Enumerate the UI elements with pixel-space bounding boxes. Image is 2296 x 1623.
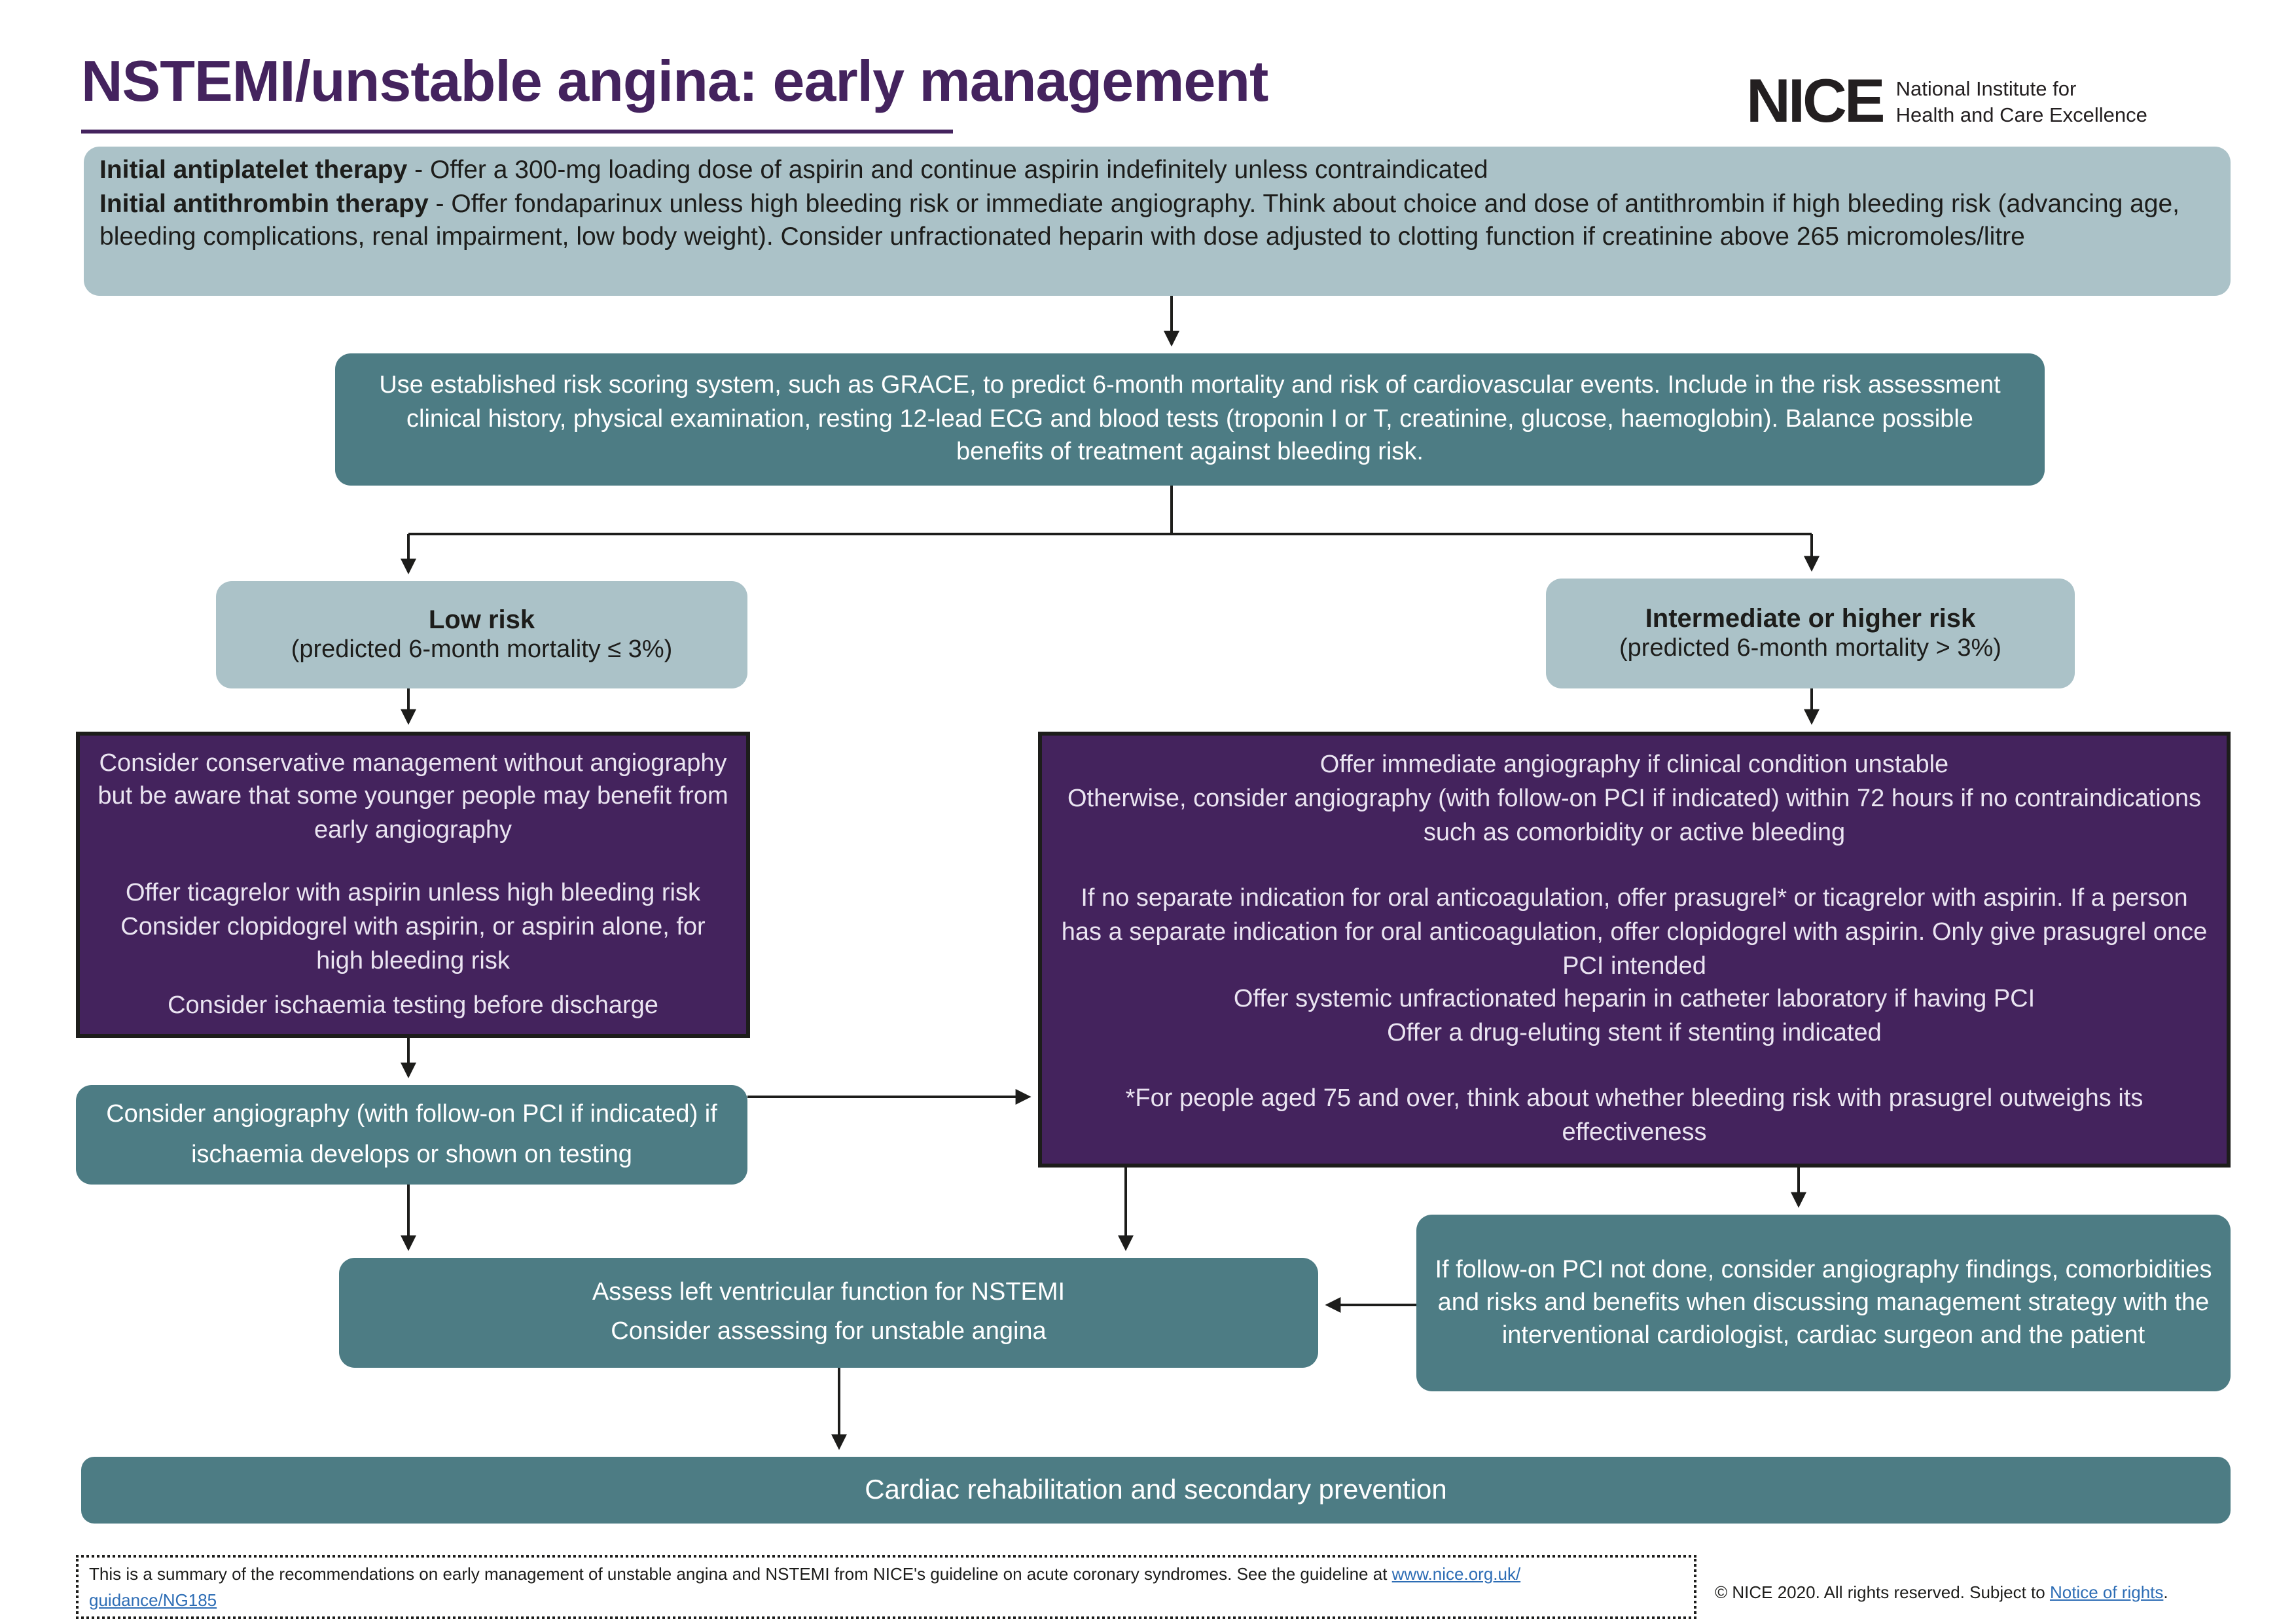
antiplatelet-line: Initial antiplatelet therapy - Offer a 300-mg loading dose of aspirin and continue aspirin indefinitely unless contraindicated [99, 156, 1488, 185]
assess-line1: Assess left ventricular function for NSTEMI [592, 1279, 1066, 1306]
footer-copyright [1715, 1582, 2168, 1602]
risk-assessment-text: Use established risk scoring system, such as GRACE, to predict 6-month mortality and risk of cardiovascular events. Include in the risk assessment clinical history, physical examination, resting 12-lead ECG and blood tests (troponin I or T, creatinine, glucose, haemoglobin). Balance possible benefits of treatment against bleeding risk. [379, 372, 2001, 467]
notice-of-rights-link[interactable]: Notice of rights [2049, 1582, 2164, 1602]
consider-angiography-box [76, 1085, 747, 1185]
nice-tagline-line2: Health and Care Excellence [1895, 104, 2147, 127]
nice-logo [1746, 65, 2147, 135]
intermediate-risk-management-box [1038, 732, 2231, 1168]
initial-therapy-box [84, 147, 2231, 296]
intermediate-line3: Offer systemic unfractionated heparin in catheter laboratory if having PCI [1233, 986, 2036, 1014]
low-risk-title: Low risk [428, 605, 535, 634]
low-risk-management-box [76, 732, 750, 1038]
low-risk-line2: Consider clopidogrel with aspirin, or aspirin alone, for high bleeding risk [120, 913, 706, 975]
footer-summary-text: This is a summary of the recommendations on early management of unstable angina and NSTEMI from NICE's guideline on acute coronary syndromes. See the guideline at [89, 1564, 1392, 1584]
risk-assessment-box [335, 353, 2045, 486]
low-risk-header-box [216, 581, 747, 688]
nice-guideline-link-part2[interactable]: guidance/NG185 [89, 1590, 217, 1609]
assess-line2: Consider assessing for unstable angina [611, 1318, 1047, 1346]
consider-angiography-text: Consider angiography (with follow-on PCI if indicated) if ischaemia develops or shown on testing [106, 1100, 717, 1169]
nice-guideline-link-part1[interactable]: www.nice.org.uk/ [1391, 1564, 1521, 1584]
low-risk-line1: Offer ticagrelor with aspirin unless high bleeding risk [126, 880, 700, 908]
pci-not-done-text: If follow-on PCI not done, consider angiography findings, comorbidities and risks and benefits when discussing management strategy with the interventional cardiologist, cardiac surgeon and the patient [1435, 1256, 2212, 1350]
title-underline [81, 130, 953, 134]
intermediate-line4: Offer a drug-eluting stent if stenting indicated [1387, 1020, 1882, 1048]
intermediate-footnote: *For people aged 75 and over, think about whether bleeding risk with prasugrel outweighs its effectiveness [1125, 1084, 2144, 1147]
connector-risk-split [408, 486, 1812, 534]
cardiac-rehab-bar [81, 1457, 2231, 1524]
intermediate-risk-title: Intermediate or higher risk [1645, 604, 1976, 633]
low-risk-line3: Consider ischaemia testing before discharge [168, 991, 658, 1020]
footer-summary-note [76, 1555, 1696, 1619]
intermediate-line1: Offer immediate angiography if clinical condition unstable [1319, 751, 1949, 779]
low-risk-subtitle: (predicted 6-month mortality ≤ 3%) [291, 635, 673, 663]
low-risk-para1: Consider conservative management without angiography but be aware that some younger people may benefit from early angiography [98, 749, 728, 845]
assess-lv-function-box [339, 1258, 1318, 1368]
cardiac-rehab-text: Cardiac rehabilitation and secondary prevention [865, 1474, 1447, 1505]
intermediate-risk-subtitle: (predicted 6-month mortality > 3%) [1619, 634, 2001, 662]
nice-logo-brand: NICE [1746, 65, 1883, 135]
intermediate-para2: If no separate indication for oral anticoagulation, offer prasugrel* or ticagrelor with aspirin. If a person has a separate indication for oral anticoagulation, offer clopidogrel with aspirin. Only give prasugrel once PCI intended [1061, 884, 2208, 980]
intermediate-risk-header-box [1546, 579, 2075, 688]
nice-logo-tagline [1896, 77, 2147, 129]
page-title: NSTEMI/unstable angina: early management [81, 50, 1268, 114]
copyright-period: . [2163, 1582, 2168, 1602]
antithrombin-line: Initial antithrombin therapy - Offer fondaparinux unless high bleeding risk or immediate angiography. Think about choice and dose of antithrombin if high bleeding risk (advancing age, bleeding complications, renal impairment, low body weight). Consider unfractionated heparin with dose adjusted to clotting function if creatinine above 265 micromoles/litre [99, 189, 2180, 252]
intermediate-line2: Otherwise, consider angiography (with follow-on PCI if indicated) within 72 hours if no contraindications such as comorbidity or active bleeding [1067, 785, 2201, 847]
pci-not-done-box [1416, 1215, 2231, 1391]
nice-tagline-line1: National Institute for [1895, 79, 2077, 101]
copyright-text: © NICE 2020. All rights reserved. Subject to [1715, 1582, 2050, 1602]
